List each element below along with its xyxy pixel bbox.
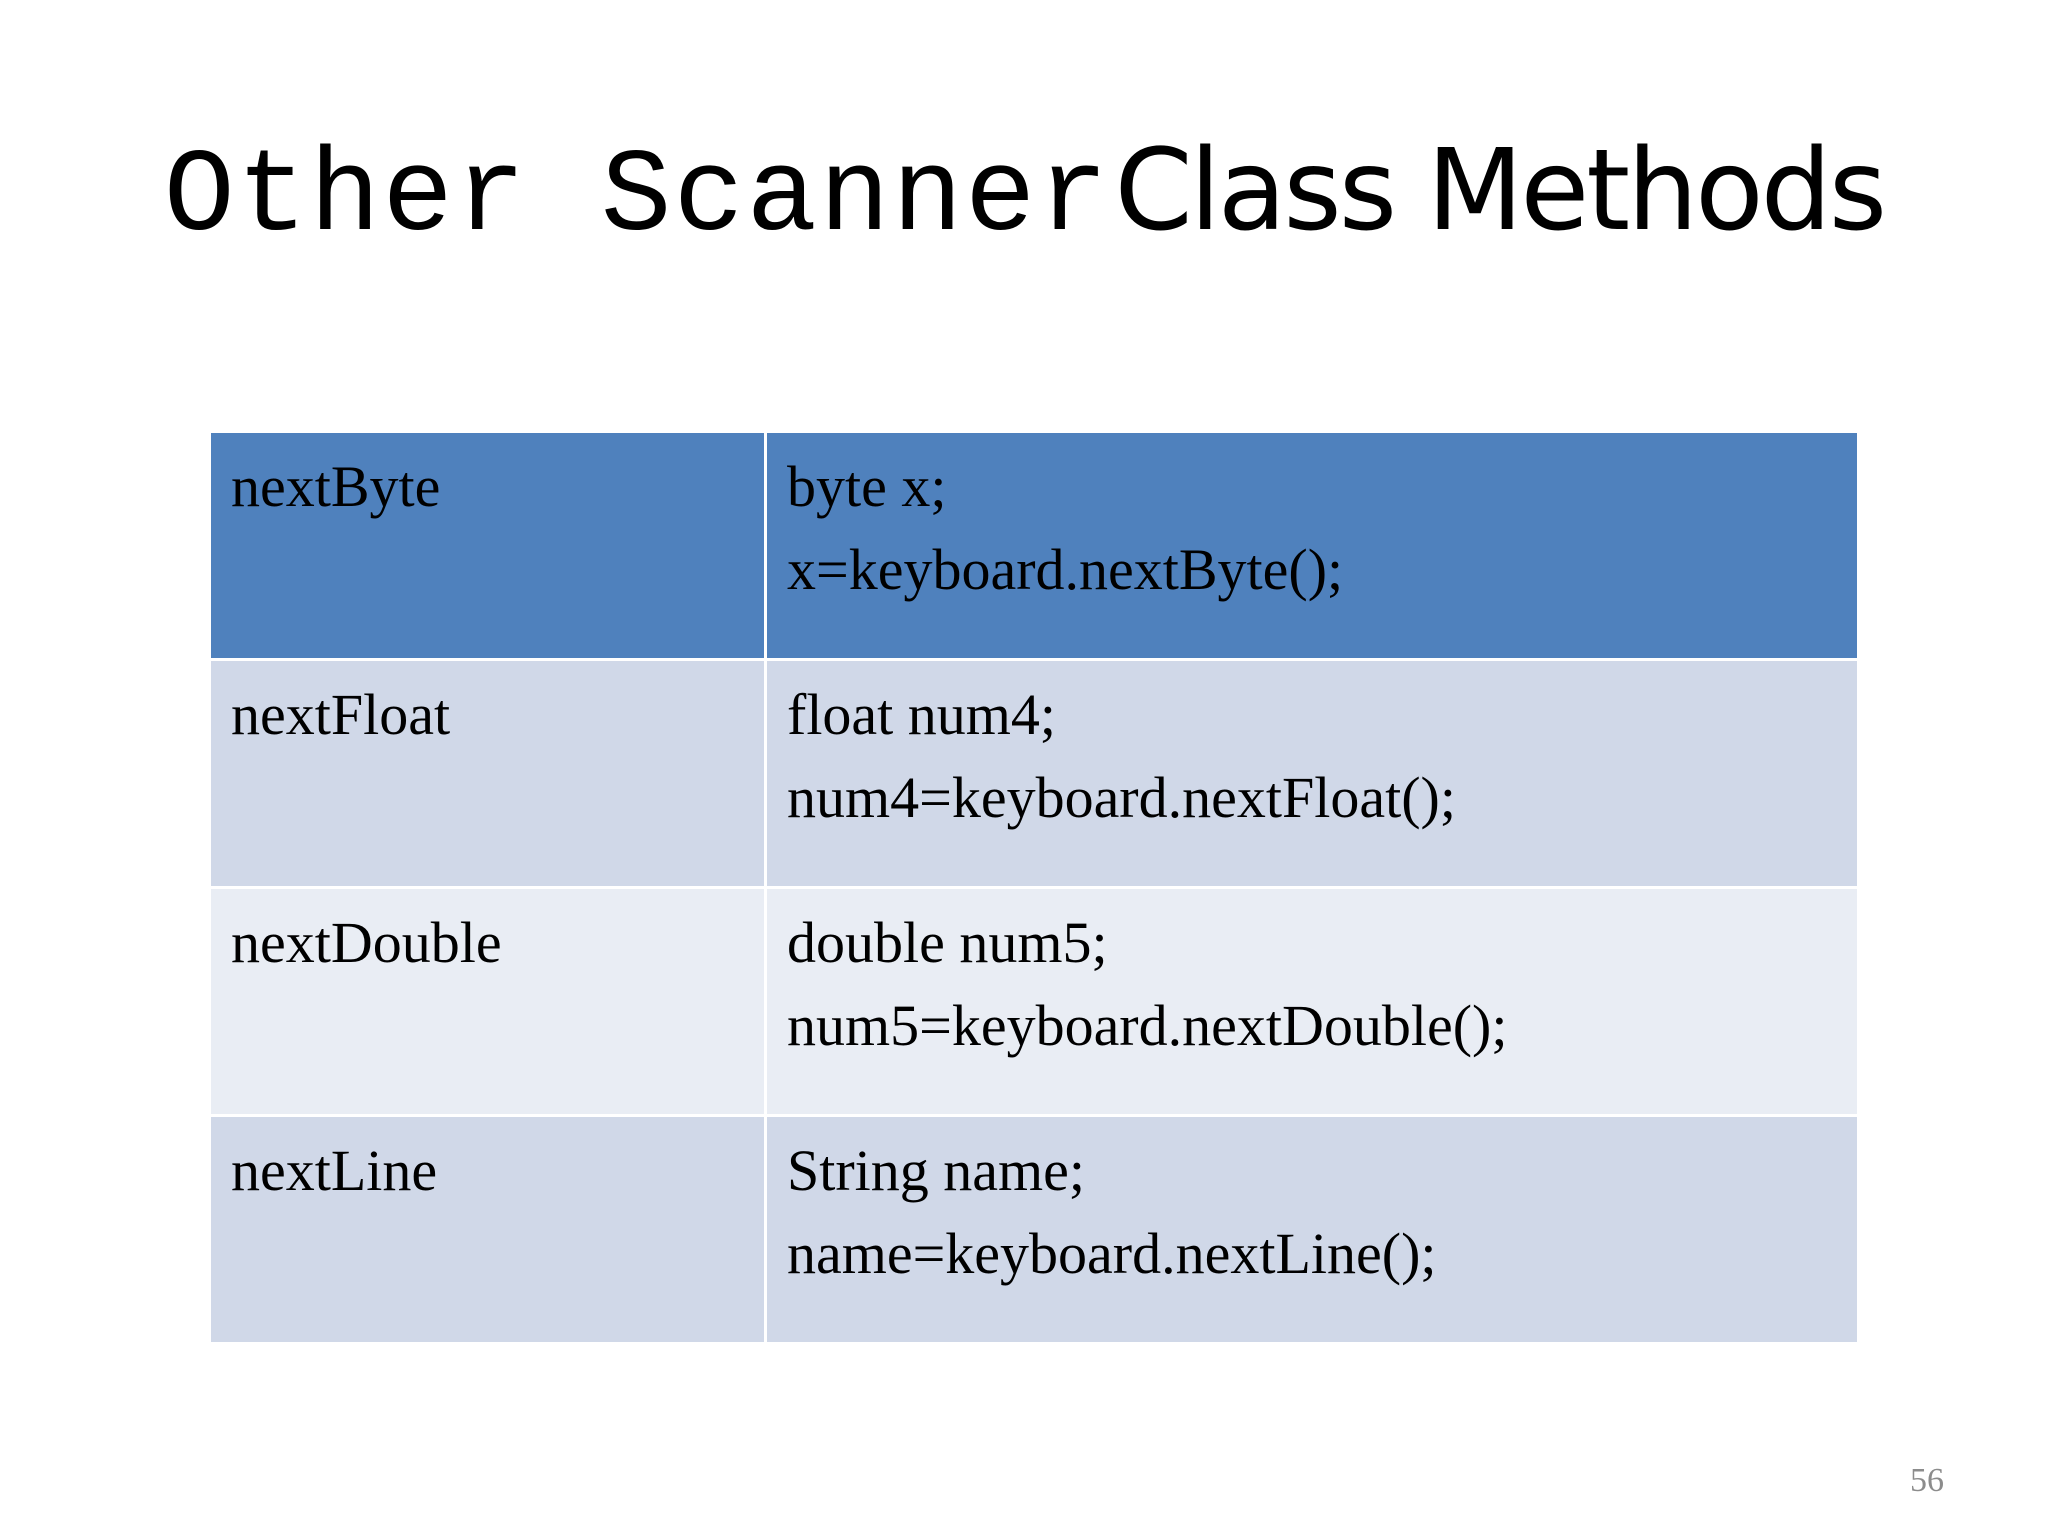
method-example-cell bbox=[766, 888, 1859, 1116]
example-call: name=keyboard.nextLine(); bbox=[787, 1221, 1437, 1286]
method-name: nextByte bbox=[231, 454, 441, 519]
slide-title-text: Class Methods bbox=[1114, 126, 1885, 256]
method-name-cell bbox=[210, 432, 766, 660]
example-call: num5=keyboard.nextDouble(); bbox=[787, 993, 1508, 1058]
method-name-cell bbox=[210, 1116, 766, 1344]
method-example-cell bbox=[766, 432, 1859, 660]
slide-title bbox=[0, 126, 2048, 265]
table-row bbox=[210, 432, 1859, 660]
method-name-cell bbox=[210, 660, 766, 888]
method-name: nextDouble bbox=[231, 910, 502, 975]
example-call: num4=keyboard.nextFloat(); bbox=[787, 765, 1456, 830]
slide-title-code: Other Scanner bbox=[163, 132, 1111, 265]
example-declaration: float num4; bbox=[787, 682, 1057, 747]
table-row bbox=[210, 660, 1859, 888]
method-name: nextFloat bbox=[231, 682, 451, 747]
method-example-cell bbox=[766, 660, 1859, 888]
table-row bbox=[210, 888, 1859, 1116]
table-row bbox=[210, 1116, 1859, 1344]
example-call: x=keyboard.nextByte(); bbox=[787, 537, 1344, 602]
method-name-cell bbox=[210, 888, 766, 1116]
methods-table bbox=[208, 430, 1860, 1345]
example-declaration: double num5; bbox=[787, 910, 1108, 975]
page-number: 56 bbox=[1910, 1462, 1944, 1499]
method-name: nextLine bbox=[231, 1138, 438, 1203]
method-example-cell bbox=[766, 1116, 1859, 1344]
example-declaration: byte x; bbox=[787, 454, 947, 519]
example-declaration: String name; bbox=[787, 1138, 1086, 1203]
